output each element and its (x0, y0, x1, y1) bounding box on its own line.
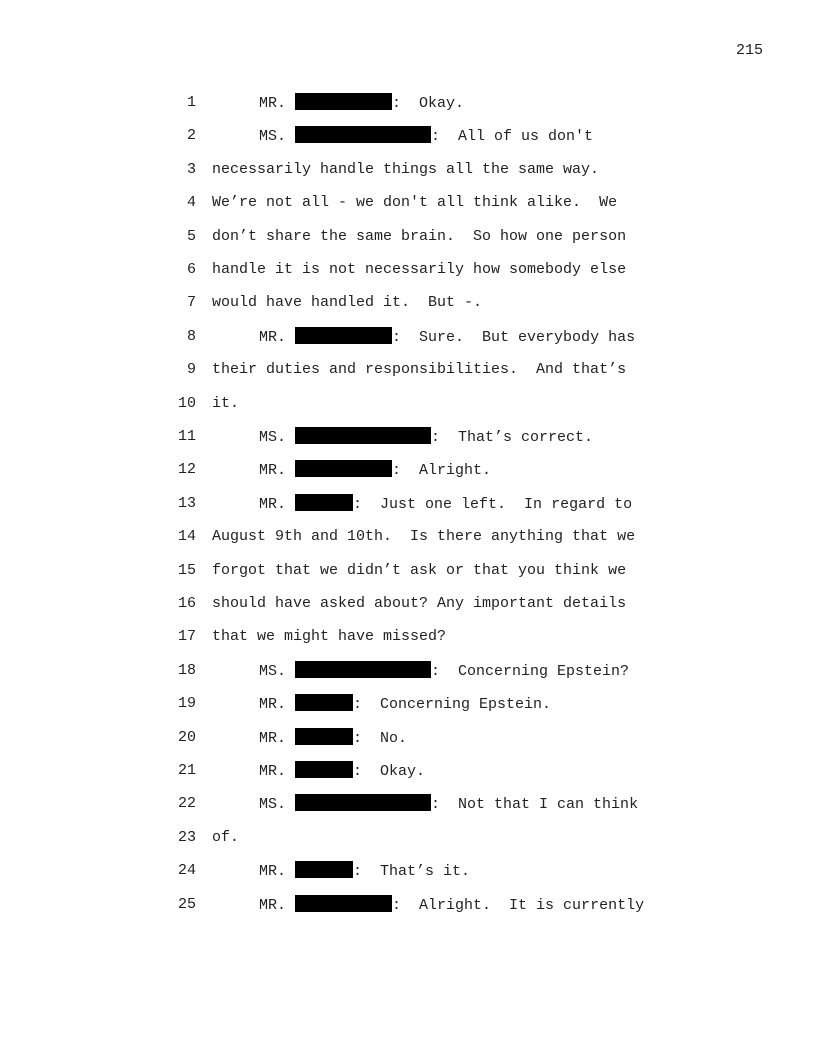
speaker-title: MR. (259, 763, 287, 780)
line-text: their duties and responsibilities. And that’s (212, 361, 627, 379)
line-number: 23 (177, 828, 196, 846)
line-text: : That’s it. (353, 863, 471, 881)
redacted-name (295, 895, 392, 912)
line-content (259, 694, 551, 715)
line-number: 21 (177, 762, 196, 779)
line-text: necessarily handle things all the same way. (212, 160, 600, 178)
transcript-line (0, 227, 816, 247)
speaker-title: MS. (259, 429, 287, 446)
redacted-name (295, 93, 392, 110)
transcript-line (0, 160, 816, 180)
redacted-name (295, 494, 353, 511)
line-content (212, 627, 446, 647)
line-text: : Concerning Epstein? (431, 662, 630, 680)
transcript-line (0, 427, 816, 447)
line-text: : Sure. But everybody has (392, 328, 636, 346)
line-content (212, 594, 626, 614)
line-text: August 9th and 10th. Is there anything that we (212, 528, 636, 546)
transcript-line (0, 293, 816, 313)
transcript-line (0, 460, 816, 480)
line-number: 1 (186, 94, 196, 111)
line-number: 24 (177, 862, 196, 880)
line-content (259, 895, 644, 916)
line-number: 22 (177, 795, 196, 813)
redacted-name (295, 694, 353, 711)
line-number: 7 (186, 294, 196, 312)
line-number: 6 (186, 261, 196, 278)
line-content (259, 327, 635, 348)
line-content (212, 293, 482, 313)
transcript-line (0, 360, 816, 380)
line-content (259, 761, 425, 782)
line-number: 11 (177, 428, 196, 445)
line-number: 12 (177, 461, 196, 479)
transcript-line (0, 126, 816, 146)
line-text: of. (212, 828, 240, 846)
line-text: : That’s correct. (431, 429, 594, 446)
transcript-line (0, 394, 816, 414)
line-content (259, 126, 593, 147)
line-number: 16 (177, 595, 196, 612)
redacted-name (295, 761, 353, 778)
line-text: : Not that I can think (431, 796, 639, 814)
line-content (212, 394, 239, 414)
line-number: 4 (186, 194, 196, 212)
line-content (259, 661, 629, 682)
line-content (212, 227, 626, 247)
line-content (212, 193, 617, 213)
speaker-title: MR. (259, 328, 287, 346)
line-content (259, 861, 470, 882)
line-number: 10 (177, 394, 196, 412)
redacted-name (295, 327, 392, 344)
line-content (259, 93, 464, 114)
transcript-line (0, 861, 816, 881)
line-text: : Alright. It is currently (392, 896, 645, 914)
transcript-line (0, 895, 816, 915)
transcript-line (0, 260, 816, 280)
transcript-line (0, 828, 816, 848)
redacted-name (295, 661, 431, 678)
speaker-title: MR. (259, 729, 287, 747)
line-content (212, 561, 626, 581)
transcript-line (0, 761, 816, 781)
line-content (259, 494, 632, 515)
transcript-line (0, 527, 816, 547)
line-text: : Okay. (353, 763, 426, 780)
line-number: 13 (177, 494, 196, 512)
line-text: : Concerning Epstein. (353, 696, 552, 714)
line-number: 25 (177, 895, 196, 913)
line-number: 18 (177, 661, 196, 679)
transcript-line (0, 93, 816, 113)
line-content (259, 427, 593, 448)
line-number: 8 (186, 327, 196, 345)
line-number: 3 (186, 160, 196, 178)
line-content (259, 794, 638, 815)
speaker-title: MS. (259, 662, 287, 680)
redacted-name (295, 728, 353, 745)
line-number: 9 (186, 361, 196, 379)
line-text: don’t share the same brain. So how one person (212, 227, 627, 245)
redacted-name (295, 794, 431, 811)
line-text: that we might have missed? (212, 628, 447, 646)
redacted-name (295, 460, 392, 477)
line-text: should have asked about? Any important details (212, 595, 627, 612)
line-number: 5 (186, 227, 196, 245)
line-text: handle it is not necessarily how somebody else (212, 261, 627, 278)
redacted-name (295, 126, 431, 143)
line-text: : Just one left. In regard to (353, 495, 633, 513)
line-text: : Alright. (392, 462, 492, 480)
transcript-line (0, 694, 816, 714)
speaker-title: MS. (259, 128, 287, 146)
line-text: : Okay. (392, 95, 465, 112)
line-number: 15 (177, 561, 196, 579)
speaker-title: MR. (259, 896, 287, 914)
speaker-title: MR. (259, 863, 287, 881)
transcript-line (0, 661, 816, 681)
line-text: it. (212, 394, 240, 412)
redacted-name (295, 427, 431, 444)
line-content (259, 728, 407, 749)
speaker-title: MR. (259, 95, 287, 112)
transcript-line (0, 193, 816, 213)
line-number: 17 (177, 628, 196, 646)
speaker-title: MR. (259, 495, 287, 513)
line-content (212, 527, 635, 547)
line-content (212, 360, 626, 380)
line-text: : All of us don't (431, 128, 594, 146)
line-content (212, 160, 599, 180)
line-number: 2 (186, 127, 196, 145)
line-number: 14 (177, 528, 196, 546)
line-number: 20 (177, 728, 196, 746)
speaker-title: MS. (259, 796, 287, 814)
transcript-line (0, 494, 816, 514)
page-number: 215 (735, 42, 763, 59)
transcript-line (0, 327, 816, 347)
transcript-line (0, 594, 816, 614)
line-text: We’re not all - we don't all think alike. We (212, 194, 618, 212)
line-content (212, 260, 626, 280)
line-content (259, 460, 491, 481)
transcript-line (0, 728, 816, 748)
line-content (212, 828, 239, 848)
speaker-title: MR. (259, 462, 287, 480)
redacted-name (295, 861, 353, 878)
transcript-line (0, 794, 816, 814)
speaker-title: MR. (259, 696, 287, 714)
line-text: forgot that we didn’t ask or that you think we (212, 561, 627, 579)
transcript-line (0, 627, 816, 647)
line-text: : No. (353, 729, 408, 747)
line-text: would have handled it. But -. (212, 294, 483, 312)
transcript-line (0, 561, 816, 581)
line-number: 19 (177, 695, 196, 713)
